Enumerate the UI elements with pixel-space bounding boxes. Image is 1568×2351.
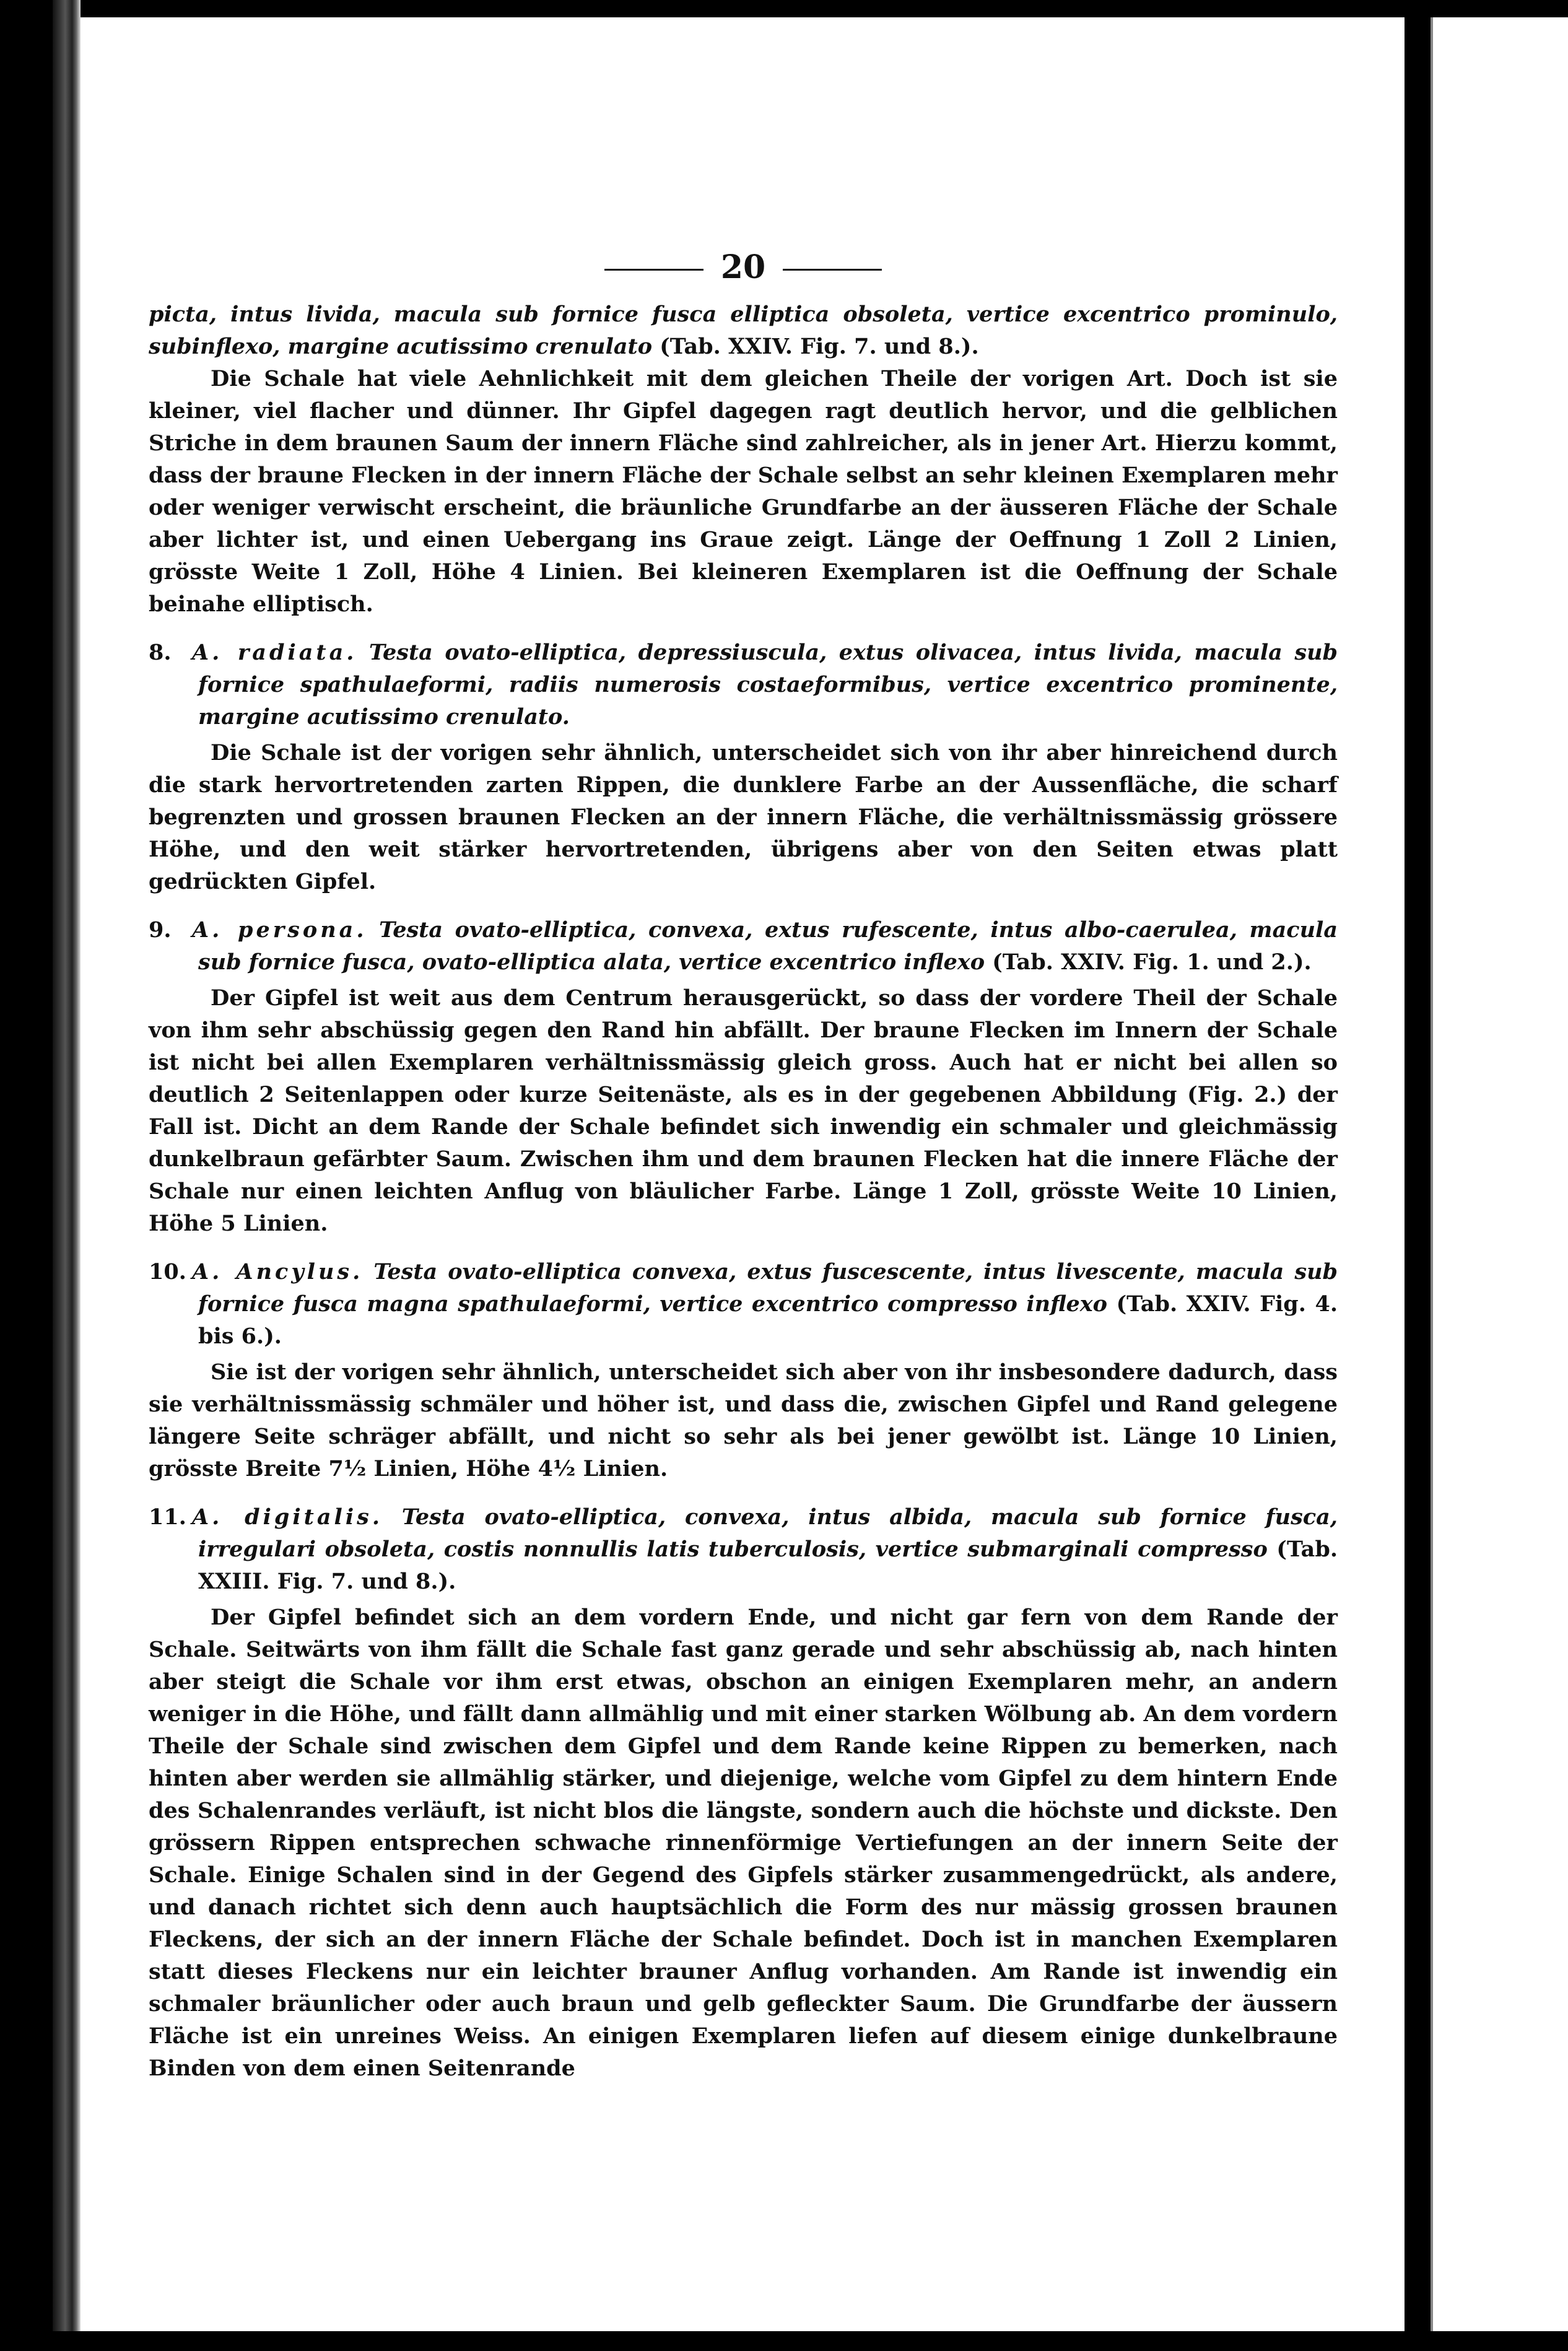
species-diagnosis: Testa ovato-elliptica, convexa, intus albida, macula sub fornice fusca, irregulari obsoleta, costis nonnullis latis tuberculosis, vertice submarginali compresso (198, 1504, 1338, 1562)
species-description-9: Der Gipfel ist weit aus dem Centrum herausgerückt, so dass der vordere Theil der Schale von ihm sehr abschüssig gegen den Rand hin abfällt. Der braune Flecken im Innern der Schale ist nicht bei allen Exemplaren verhältnissmässig gleich gross. Auch hat er nicht bei allen so deutlich 2 Seitenlappen oder kurze Seitenäste, als es in der gegebenen Abbildung (Fig. 2.) der Fall ist. Dicht an dem Rande der Schale befindet sich inwendig ein schmaler und gleichmässig dunkelbraun gefärbter Saum. Zwischen ihm und dem braunen Flecken hat die innere Fläche der Schale nur einen leichten Anflug von bläulicher Farbe. Länge 1 Zoll, grösste Weite 10 Linien, Höhe 5 Linien. (149, 985, 1338, 1236)
facing-page-edge (1431, 17, 1568, 2331)
plate-reference: (Tab. XXIV. Fig. 1. und 2.). (992, 949, 1312, 975)
header-rule-right (783, 269, 882, 271)
page-number: 20 (720, 248, 766, 286)
species-description-11: Der Gipfel befindet sich an dem vordern Ende, und nicht gar fern von dem Rande der Schale. Seitwärts von ihm fällt die Schale fast ganz gerade und sehr abschüssig ab, nach hinten aber steigt die Schale vor ihm erst etwas, obschon an einigen Exemplaren mehr, an andern weniger in die Höhe, und fällt dann allmählig und mit einer starken Wölbung ab. An dem vordern Theile der Schale sind zwischen dem Gipfel und dem Rande keine Rippen zu bemerken, nach hinten aber werden sie allmählig stärker, und diejenige, welche vom Gipfel zu dem hintern Ende des Schalenrandes verläuft, ist nicht blos die längste, sondern auch die höchste und dickste. Den grössern Rippen entsprechen schwache rinnenförmige Vertiefungen an der innern Seite der Schale. Einige Schalen sind in der Gegend des Gipfels stärker zusammengedrückt, als andere, und danach richtet sich denn auch hauptsächlich die Form des nur mässig grossen braunen Fleckens, der sich an der innern Fläche der Schale befindet. Doch ist in manchen Exemplaren statt dieses Fleckens nur ein leichter brauner Anflug vorhanden. Am Rande ist inwendig ein schmaler bräunlicher oder auch braun und gelb gefleckter Saum. Die Grundfarbe der äussern Fläche ist ein unreines Weiss. An einigen Exemplaren liefen auf diesem einige dunkelbraune Binden von dem einen Seitenrande (149, 1605, 1338, 2081)
plate-reference: (Tab. XXIV. Fig. 4. bis 6.). (198, 1291, 1338, 1349)
book-spine-shadow (53, 0, 81, 2351)
species-name: A. digitalis. (192, 1504, 383, 1530)
species-name: A. persona. (192, 917, 367, 943)
species-entry-10 (149, 1256, 1338, 1353)
scan-border-left (0, 0, 53, 2351)
species-entry-11 (149, 1501, 1338, 1598)
species-description-8: Die Schale ist der vorigen sehr ähnlich, unterscheidet sich von ihr aber hinreichend durch die stark hervortretenden zarten Rippen, die dunklere Farbe an der Aussenfläche, die scharf begrenzten und grossen braunen Flecken an der innern Fläche, die verhältnissmässig grössere Höhe, und den weit stärker hervortretenden, übrigens aber von den Seiten etwas platt gedrückten Gipfel. (149, 740, 1338, 894)
page-header (149, 248, 1338, 287)
entry-number: 8. (149, 640, 172, 665)
species-diagnosis: Testa ovato-elliptica, depressiuscula, extus olivacea, intus livida, macula sub fornice spathulaeformi, radiis numerosis costaeformibus, vertice excentrico prominente, margine acutissimo crenulato. (198, 640, 1338, 730)
scan-border-top (0, 0, 1568, 17)
species-name: A. Ancylus. (192, 1259, 364, 1285)
plate-reference: (Tab. XXIV. Fig. 7. und 8.). (660, 334, 979, 359)
entry-number: 9. (149, 917, 172, 943)
entry-number: 11. (149, 1504, 186, 1530)
species-description-10: Sie ist der vorigen sehr ähnlich, unterscheidet sich aber von ihr insbesondere dadurch, dass sie verhältnissmässig schmäler und höher ist, und dass die, zwischen Gipfel und Rand gelegene längere Seite schräger abfällt, und nicht so sehr als bei jener gewölbt ist. Länge 10 Linien, grösste Breite 7½ Linien, Höhe 4½ Linien. (149, 1359, 1338, 1481)
species-entry-8 (149, 637, 1338, 733)
header-rule-left (604, 269, 703, 271)
continued-diagnosis (149, 299, 1338, 363)
page-gap (1405, 0, 1431, 2351)
species-diagnosis: Testa ovato-elliptica, convexa, extus rufescente, intus albo-caerulea, macula sub fornice fusca, ovato-elliptica alata, vertice excentrico inflexo (198, 917, 1338, 975)
diagnosis-text: picta, intus livida, macula sub fornice fusca elliptica obsoleta, vertice excentrico prominulo, subinflexo, margine acutissimo crenulato (149, 302, 1338, 359)
continued-description: Die Schale hat viele Aehnlichkeit mit dem gleichen Theile der vorigen Art. Doch ist sie kleiner, viel flacher und dünner. Ihr Gipfel dagegen ragt deutlich hervor, und die gelblichen Striche in dem braunen Saum der innern Fläche sind zahlreicher, als in jener Art. Hierzu kommt, dass der braune Flecken in der innern Fläche der Schale selbst an sehr kleinen Exemplaren mehr oder weniger verwischt erscheint, die bräunliche Grundfarbe an der äusseren Fläche der Schale aber lichter ist, und einen Uebergang ins Graue zeigt. Länge der Oeffnung 1 Zoll 2 Linien, grösste Weite 1 Zoll, Höhe 4 Linien. Bei kleineren Exemplaren ist die Oeffnung der Schale beinahe elliptisch. (149, 366, 1338, 617)
facing-page-shadow (1431, 17, 1433, 2331)
page-text (149, 248, 1338, 2085)
scan-border-bottom (0, 2331, 1568, 2351)
plate-reference: (Tab. XXIII. Fig. 7. und 8.). (198, 1537, 1338, 1594)
species-diagnosis: Testa ovato-elliptica convexa, extus fuscescente, intus livescente, macula sub fornice fusca magna spathulaeformi, vertice excentrico compresso inflexo (198, 1259, 1338, 1317)
species-name: A. radiata. (192, 640, 357, 665)
entry-number: 10. (149, 1259, 186, 1285)
species-entry-9 (149, 914, 1338, 979)
